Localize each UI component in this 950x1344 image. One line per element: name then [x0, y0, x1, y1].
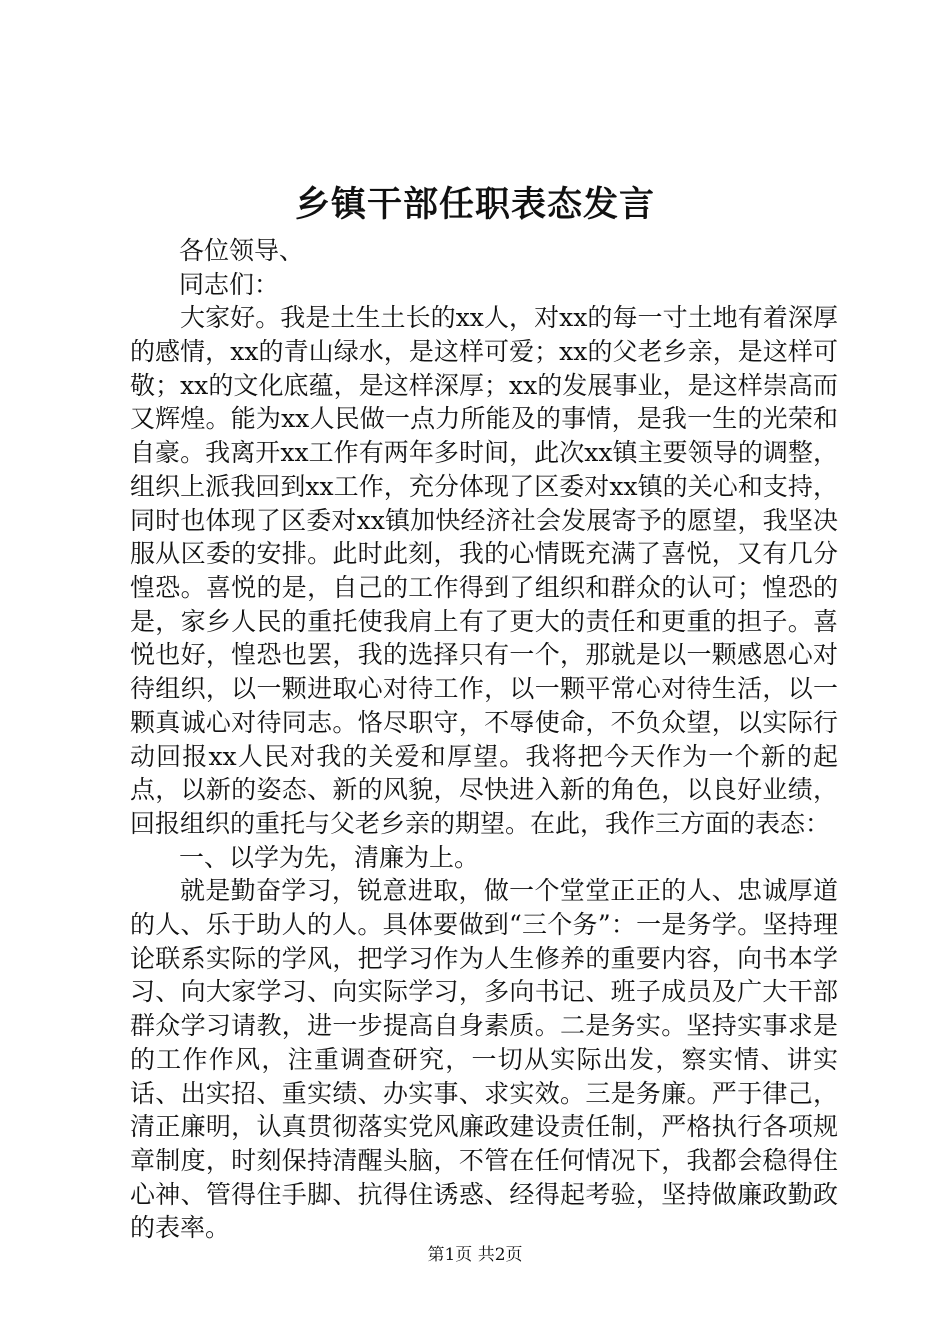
salutation-line-1: 各位领导、 — [179, 236, 305, 265]
document-body — [130, 234, 838, 1245]
section-heading-1: 一、以学为先，清廉为上。 — [179, 842, 480, 872]
salutation-line-2: 同志们： — [179, 269, 280, 299]
document-title: 乡镇干部任职表态发言 — [294, 184, 655, 225]
page-footer: 第1页 共2页 — [427, 1245, 523, 1265]
paragraph-intro: 大家好。我是土生土长的xx人，对xx的每一寸土地有着深厚的感情，xx的青山绿水，是这样可爱；xx的父老乡亲，是这样可敬；xx的文化底蕴，是这样深厚；xx的发展事业，是这样崇高而又辉煌。能为xx人民做一点力所能及的事情，是我一生的光荣和自豪。我离开xx工作有两年多时间，此次xx镇主要领导的调整，组织上派我回到xx工作，充分体现了区委对xx镇的关心和支持，同时也体现了区委对xx镇加快经济社会发展寄予的愿望，我坚决服从区委的安排。此时此刻，我的心情既充满了喜悦，又有几分惶恐。喜悦的是，自己的工作得到了组织和群众的认可；惶恐的是，家乡人民的重托使我肩上有了更大的责任和更重的担子。喜悦也好，惶恐也罢，我的选择只有一个，那就是以一颗感恩心对待组织，以一颗进取心对待工作，以一颗平常心对待生活，以一颗真诚心对待同志。恪尽职守，不辱使命，不负众望，以实际行动回报xx人民对我的关爱和厚望。我将把今天作为一个新的起点，以新的姿态、新的风貌，尽快进入新的角色，以良好业绩，回报组织的重托与父老乡亲的期望。在此，我作三方面的表态： — [130, 303, 838, 838]
paragraph-section-1: 就是勤奋学习，锐意进取，做一个堂堂正正的人、忠诚厚道的人、乐于助人的人。具体要做到“三个务”：一是务学。坚持理论联系实际的学风，把学习作为人生修养的重要内容，向书本学习、向大家学习、向实际学习，多向书记、班子成员及广大干部群众学习请教，进一步提高自身素质。二是务实。坚持实事求是的工作作风，注重调查研究，一切从实际出发，察实情、讲实话、出实招、重实绩、办实事、求实效。三是务廉。严于律己，清正廉明，认真贯彻落实党风廉政建设责任制，严格执行各项规章制度，时刻保持清醒头脑，不管在任何情况下，我都会稳得住心神、管得住手脚、抗得住诱惑、经得起考验，坚持做廉政勤政的表率。 — [130, 876, 838, 1243]
